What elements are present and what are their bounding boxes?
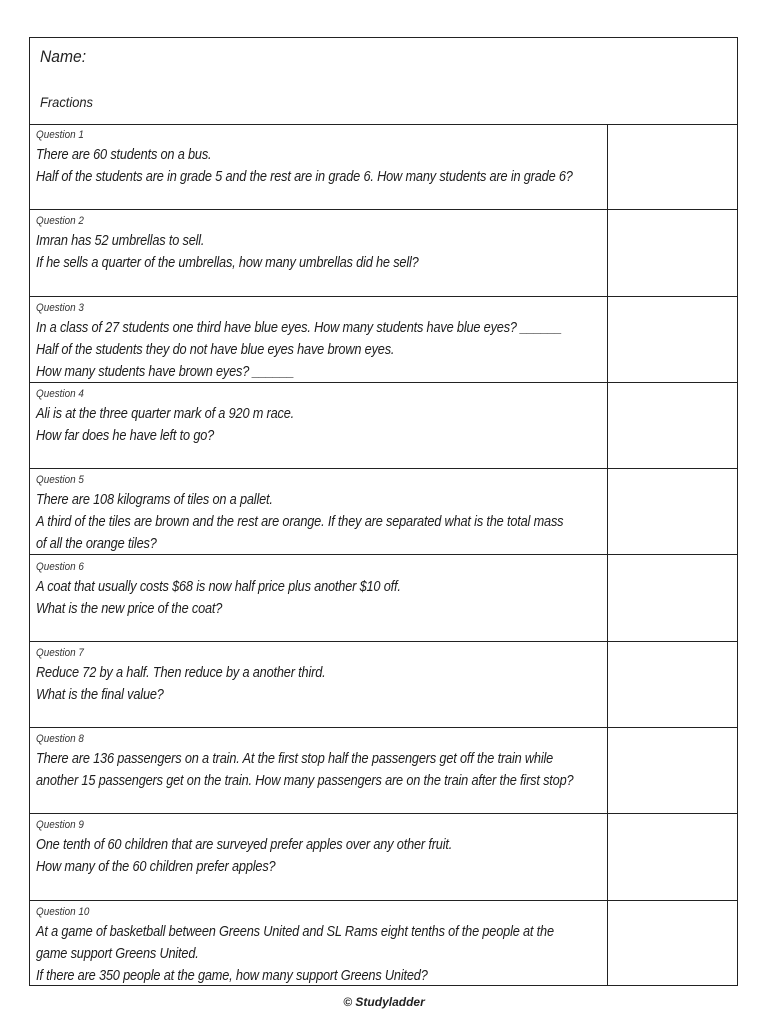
question-text bbox=[36, 662, 599, 706]
question-line: There are 108 kilograms of tiles on a pallet. bbox=[36, 492, 273, 509]
question-row bbox=[30, 556, 737, 642]
question-line: In a class of 27 students one third have blue eyes. How many students have blue eyes? ______ bbox=[36, 319, 562, 336]
question-line: game support Greens United. bbox=[36, 945, 199, 962]
answer-box[interactable] bbox=[607, 642, 737, 727]
question-line: A third of the tiles are brown and the rest are orange. If they are separated what is the total mass bbox=[36, 514, 564, 531]
question-number: Question 3 bbox=[36, 301, 84, 314]
question-row bbox=[30, 297, 737, 383]
answer-box[interactable] bbox=[607, 383, 737, 468]
question-line: another 15 passengers get on the train. How many passengers are on the train after the first stop? bbox=[36, 773, 574, 790]
question-line: At a game of basketball between Greens United and SL Rams eight tenths of the people at the bbox=[36, 923, 554, 940]
question-line: Imran has 52 umbrellas to sell. bbox=[36, 233, 205, 250]
question-text bbox=[36, 489, 599, 555]
question-row bbox=[30, 210, 737, 296]
answer-box[interactable] bbox=[607, 297, 737, 382]
answer-box[interactable] bbox=[607, 814, 737, 899]
question-number: Question 7 bbox=[36, 646, 84, 659]
answer-box[interactable] bbox=[607, 210, 737, 295]
question-number: Question 8 bbox=[36, 733, 84, 746]
question-row bbox=[30, 728, 737, 814]
question-line: Half of the students are in grade 5 and the rest are in grade 6. How many students are in grade 6? bbox=[36, 169, 573, 185]
answer-box[interactable] bbox=[607, 728, 737, 813]
question-row bbox=[30, 901, 737, 987]
question-number: Question 9 bbox=[36, 819, 84, 832]
question-line: If there are 350 people at the game, how many support Greens United? bbox=[36, 967, 428, 984]
question-text bbox=[36, 921, 599, 987]
question-line: of all the orange tiles? bbox=[36, 536, 157, 553]
question-number: Question 1 bbox=[36, 129, 84, 141]
question-row bbox=[30, 469, 737, 555]
question-number: Question 4 bbox=[36, 387, 84, 400]
question-line: How many students have brown eyes? ______ bbox=[36, 363, 295, 380]
copyright-footer: © Studyladder bbox=[343, 995, 425, 1009]
question-line: There are 136 passengers on a train. At the first stop half the passengers get off the train while bbox=[36, 751, 554, 768]
worksheet-topic: Fractions bbox=[40, 94, 93, 110]
question-row bbox=[30, 383, 737, 469]
question-line: How many of the 60 children prefer apples? bbox=[36, 859, 276, 876]
question-text bbox=[36, 576, 599, 620]
question-number: Question 10 bbox=[36, 905, 90, 918]
question-number: Question 6 bbox=[36, 560, 84, 573]
question-line: If he sells a quarter of the umbrellas, how many umbrellas did he sell? bbox=[36, 255, 419, 272]
answer-box[interactable] bbox=[607, 556, 737, 641]
question-line: What is the new price of the coat? bbox=[36, 600, 223, 617]
answer-box[interactable] bbox=[607, 901, 737, 987]
name-label: Name: bbox=[40, 47, 87, 66]
answer-column-divider bbox=[607, 124, 608, 985]
question-line: There are 60 students on a bus. bbox=[36, 147, 212, 163]
answer-box[interactable] bbox=[607, 124, 737, 209]
question-text bbox=[36, 144, 599, 188]
question-number: Question 5 bbox=[36, 474, 84, 487]
question-text bbox=[36, 230, 599, 274]
question-row bbox=[30, 814, 737, 900]
question-line: Ali is at the three quarter mark of a 920 m race. bbox=[36, 405, 295, 422]
question-text bbox=[36, 834, 599, 878]
worksheet bbox=[29, 37, 738, 986]
question-line: Reduce 72 by a half. Then reduce by a another third. bbox=[36, 664, 326, 681]
question-text bbox=[36, 317, 599, 383]
question-line: One tenth of 60 children that are surveyed prefer apples over any other fruit. bbox=[36, 837, 453, 854]
question-text bbox=[36, 403, 599, 447]
question-row bbox=[30, 642, 737, 728]
question-line: How far does he have left to go? bbox=[36, 427, 215, 444]
question-text bbox=[36, 748, 599, 792]
question-row bbox=[30, 124, 737, 210]
worksheet-header bbox=[30, 38, 737, 125]
question-line: What is the final value? bbox=[36, 686, 164, 703]
question-number: Question 2 bbox=[36, 215, 84, 228]
answer-box[interactable] bbox=[607, 469, 737, 554]
question-line: Half of the students they do not have blue eyes have brown eyes. bbox=[36, 341, 395, 358]
question-line: A coat that usually costs $68 is now half price plus another $10 off. bbox=[36, 578, 401, 595]
